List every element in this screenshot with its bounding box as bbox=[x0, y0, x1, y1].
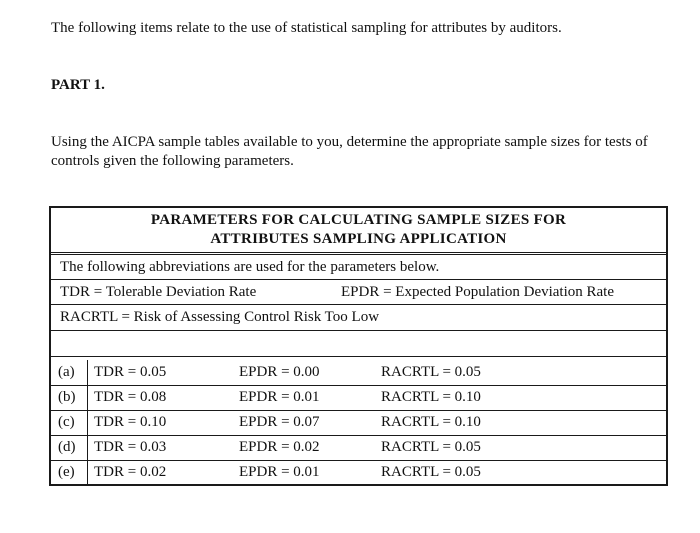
epdr-value: EPDR = 0.01 bbox=[239, 464, 320, 480]
epdr-definition: EPDR = Expected Population Deviation Rate bbox=[341, 284, 614, 300]
racrtl-value: RACRTL = 0.05 bbox=[381, 464, 481, 480]
intro-text: The following items relate to the use of statistical sampling for attributes by auditors. bbox=[51, 20, 562, 36]
divider bbox=[51, 330, 666, 331]
abbreviation-note: The following abbreviations are used for the parameters below. bbox=[60, 259, 440, 275]
divider bbox=[51, 252, 666, 255]
epdr-value: EPDR = 0.07 bbox=[239, 414, 320, 430]
table-row bbox=[51, 385, 666, 411]
table-row bbox=[51, 460, 666, 486]
row-label: (d) bbox=[58, 439, 76, 455]
tdr-definition: TDR = Tolerable Deviation Rate bbox=[60, 284, 257, 300]
divider bbox=[51, 356, 666, 357]
instructions-text: Using the AICPA sample tables available to you, determine the appropriate sample sizes for tests of controls given the following parameters. bbox=[51, 134, 648, 169]
racrtl-value: RACRTL = 0.10 bbox=[381, 414, 481, 430]
racrtl-definition: RACRTL = Risk of Assessing Control Risk Too Low bbox=[60, 309, 380, 325]
part-heading: PART 1. bbox=[51, 77, 105, 93]
tdr-value: TDR = 0.05 bbox=[94, 364, 167, 380]
table-title-line-2: ATTRIBUTES SAMPLING APPLICATION bbox=[210, 231, 507, 247]
row-label: (a) bbox=[58, 364, 75, 380]
divider bbox=[51, 279, 666, 280]
racrtl-value: RACRTL = 0.05 bbox=[381, 439, 481, 455]
epdr-value: EPDR = 0.02 bbox=[239, 439, 320, 455]
table-title-line-1: PARAMETERS FOR CALCULATING SAMPLE SIZES FOR bbox=[150, 212, 567, 228]
row-label: (c) bbox=[58, 414, 75, 430]
row-label: (e) bbox=[58, 464, 75, 480]
epdr-value: EPDR = 0.01 bbox=[239, 389, 320, 405]
racrtl-value: RACRTL = 0.10 bbox=[381, 389, 481, 405]
table-row bbox=[51, 410, 666, 436]
tdr-value: TDR = 0.08 bbox=[94, 389, 167, 405]
row-label: (b) bbox=[58, 389, 76, 405]
racrtl-value: RACRTL = 0.05 bbox=[381, 364, 481, 380]
parameters-table bbox=[49, 206, 668, 486]
divider bbox=[51, 304, 666, 305]
table-row bbox=[51, 435, 666, 461]
table-title bbox=[51, 208, 666, 254]
tdr-value: TDR = 0.02 bbox=[94, 464, 167, 480]
epdr-value: EPDR = 0.00 bbox=[239, 364, 320, 380]
table-row bbox=[51, 360, 666, 386]
tdr-value: TDR = 0.10 bbox=[94, 414, 167, 430]
tdr-value: TDR = 0.03 bbox=[94, 439, 167, 455]
